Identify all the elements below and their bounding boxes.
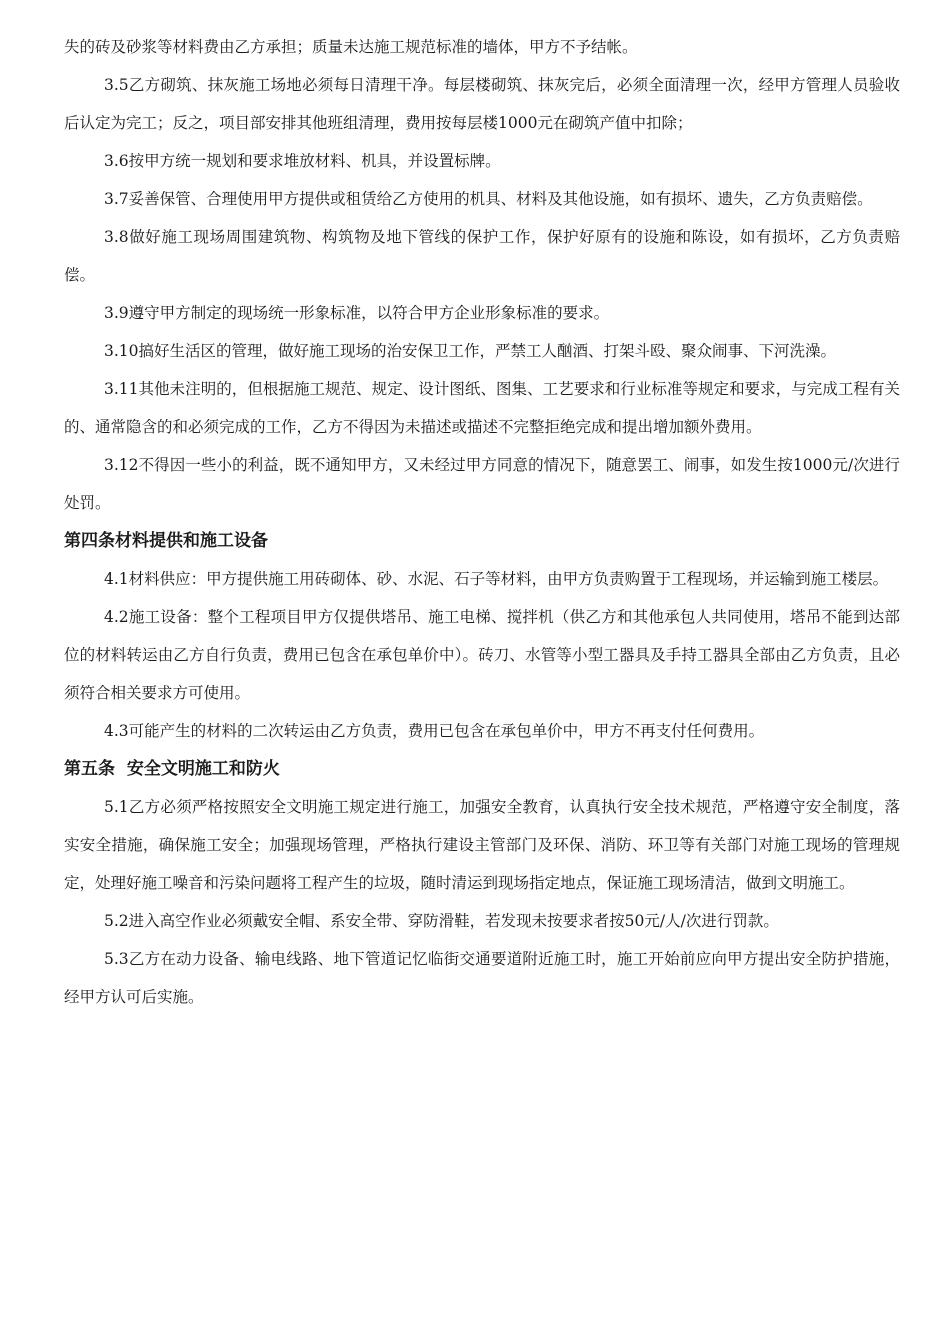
clause-5-1: 5.1乙方必须严格按照安全文明施工规定进行施工，加强安全教育，认真执行安全技术规范，严格遵守安全制度，落实安全措施，确保施工安全；加强现场管理，严格执行建设主管部门及环保、消防、环卫等有关部门对施工现场的管理规定，处理好施工噪音和污染问题将工程产生的垃圾，随时清运到现场指定地点，保证施工现场清洁，做到文明施工。 [64,798,900,892]
clause-3-5: 3.5乙方砌筑、抹灰施工场地必须每日清理干净。每层楼砌筑、抹灰完后，必须全面清理一次，经甲方管理人员验收后认定为完工；反之，项目部安排其他班组清理，费用按每层楼1000元在砌筑产值中扣除； [64,76,900,132]
clause-5-3: 5.3乙方在动力设备、输电线路、地下管道记忆临街交通要道附近施工时，施工开始前应向甲方提出安全防护措施，经甲方认可后实施。 [64,950,900,1006]
clause-3-10: 3.10搞好生活区的管理，做好施工现场的治安保卫工作，严禁工人酗酒、打架斗殴、聚众闹事、下河洗澡。 [104,342,837,360]
article-5-heading: 第五条 安全文明施工和防火 [64,759,280,779]
clause-3-9: 3.9遵守甲方制定的现场统一形象标准，以符合甲方企业形象标准的要求。 [104,304,610,322]
clause-4-2: 4.2施工设备：整个工程项目甲方仅提供塔吊、施工电梯、搅拌机（供乙方和其他承包人共同使用，塔吊不能到达部位的材料转运由乙方自行负责，费用已包含在承包单价中）。砖刀、水管等小型工器具及手持工器具全部由乙方负责，且必须符合相关要求方可使用。 [64,608,900,702]
clause-3-6: 3.6按甲方统一规划和要求堆放材料、机具，并设置标牌。 [104,152,501,170]
clause-3-11: 3.11其他未注明的，但根据施工规范、规定、设计图纸、图集、工艺要求和行业标准等规定和要求，与完成工程有关的、通常隐含的和必须完成的工作，乙方不得因为未描述或描述不完整拒绝完成和提出增加额外费用。 [64,380,900,436]
clause-4-1: 4.1材料供应：甲方提供施工用砖砌体、砂、水泥、石子等材料，由甲方负责购置于工程现场，并运输到施工楼层。 [104,570,889,588]
paragraph-continuation: 失的砖及砂浆等材料费由乙方承担；质量未达施工规范标准的墙体，甲方不予结帐。 [64,38,638,56]
clause-3-8: 3.8做好施工现场周围建筑物、构筑物及地下管线的保护工作，保护好原有的设施和陈设，如有损坏，乙方负责赔偿。 [64,228,900,284]
clause-4-3: 4.3可能产生的材料的二次转运由乙方负责，费用已包含在承包单价中，甲方不再支付任何费用。 [104,722,765,740]
article-4-heading: 第四条材料提供和施工设备 [64,531,268,551]
clause-3-12: 3.12不得因一些小的利益，既不通知甲方，又未经过甲方同意的情况下，随意罢工、闹事，如发生按1000元/次进行处罚。 [64,456,900,512]
document-body [64,28,900,1016]
clause-3-7: 3.7妥善保管、合理使用甲方提供或租赁给乙方使用的机具、材料及其他设施，如有损坏、遗失，乙方负责赔偿。 [104,190,873,208]
clause-5-2: 5.2进入高空作业必须戴安全帽、系安全带、穿防滑鞋，若发现未按要求者按50元/人/次进行罚款。 [104,912,779,930]
